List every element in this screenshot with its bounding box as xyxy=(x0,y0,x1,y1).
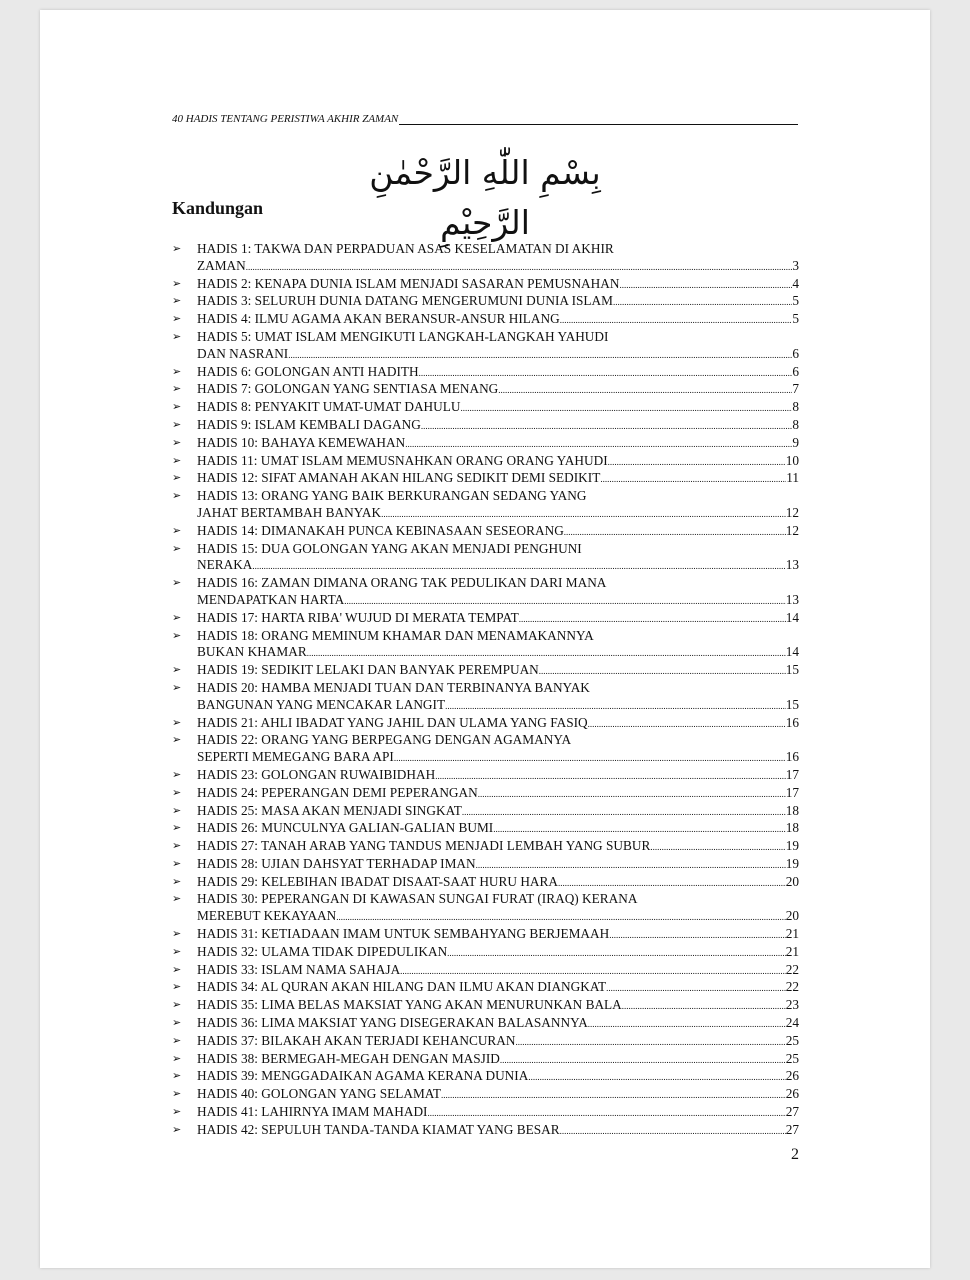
toc-entry-title: HADIS 41: LAHIRNYA IMAM MAHADI xyxy=(197,1104,428,1120)
dot-leader xyxy=(606,980,786,997)
toc-entry-line xyxy=(197,364,799,382)
dot-leader xyxy=(500,1052,786,1069)
toc-entry-title: HADIS 39: MENGGADAIKAN AGAMA KERANA DUNIA xyxy=(197,1068,529,1084)
toc-entry[interactable] xyxy=(172,610,799,628)
toc-entry-page: 6 xyxy=(792,345,799,361)
toc-entry-page: 18 xyxy=(785,820,799,836)
arrowhead-bullet-icon: ➢ xyxy=(172,382,182,396)
dot-leader xyxy=(445,698,786,715)
toc-entry-title: HADIS 7: GOLONGAN YANG SENTIASA MENANG xyxy=(197,381,499,397)
dot-leader xyxy=(461,400,793,417)
toc-entry-line xyxy=(197,838,799,856)
toc-entry-line xyxy=(197,662,799,680)
toc-entry-title: HADIS 40: GOLONGAN YANG SELAMAT xyxy=(197,1086,442,1102)
toc-entry[interactable] xyxy=(172,488,799,523)
toc-entry-line xyxy=(197,241,799,258)
dot-leader xyxy=(619,277,792,294)
dot-leader xyxy=(539,663,786,680)
toc-entry-title: BANGUNAN YANG MENCAKAR LANGIT xyxy=(197,696,446,712)
toc-entry-page: 21 xyxy=(785,943,799,959)
arrowhead-bullet-icon: ➢ xyxy=(172,1122,182,1136)
arrowhead-bullet-icon: ➢ xyxy=(172,1016,182,1030)
toc-entry-title: HADIS 26: MUNCULNYA GALIAN-GALIAN BUMI xyxy=(197,820,494,836)
toc-entry-title: HADIS 30: PEPERANGAN DI KAWASAN SUNGAI FURAT (IRAQ) KERANA xyxy=(197,891,638,907)
toc-entry-line xyxy=(197,680,799,697)
dot-leader xyxy=(476,857,786,874)
toc-entry-page: 22 xyxy=(785,961,799,977)
toc-entry-line xyxy=(197,962,799,980)
dot-leader xyxy=(344,593,785,610)
toc-entry-page: 27 xyxy=(785,1121,799,1137)
dot-leader xyxy=(560,312,793,329)
arrowhead-bullet-icon: ➢ xyxy=(172,927,182,941)
toc-entry-line xyxy=(197,470,799,488)
bismillah-calligraphy: بِسْمِ اللّٰهِ الرَّحْمٰنِ الرَّحِيْمِ xyxy=(369,153,601,242)
toc-entry-page: 19 xyxy=(785,855,799,871)
arrowhead-bullet-icon: ➢ xyxy=(172,541,182,555)
toc-entry[interactable] xyxy=(172,1015,799,1033)
arrowhead-bullet-icon: ➢ xyxy=(172,892,182,906)
toc-entry-page: 20 xyxy=(785,908,799,924)
toc-entry-title: HADIS 31: KETIADAAN IMAM UNTUK SEMBAHYANG BERJEMAAH xyxy=(197,926,610,942)
toc-entry[interactable] xyxy=(172,979,799,997)
toc-entry-line xyxy=(197,697,799,715)
toc-entry-title: HADIS 8: PENYAKIT UMAT-UMAT DAHULU xyxy=(197,399,461,415)
toc-entry-line xyxy=(197,1068,799,1086)
toc-entry-page: 14 xyxy=(785,644,799,660)
toc-entry-title: NERAKA xyxy=(197,557,253,573)
toc-entry[interactable] xyxy=(172,803,799,821)
arrowhead-bullet-icon: ➢ xyxy=(172,489,182,503)
dot-leader xyxy=(622,998,786,1015)
toc-entry-page: 8 xyxy=(792,399,799,415)
toc-entry-line xyxy=(197,1104,799,1122)
dot-leader xyxy=(478,786,786,803)
toc-entry-title: HADIS 27: TANAH ARAB YANG TANDUS MENJADI LEMBAH YANG SUBUR xyxy=(197,838,651,854)
arrowhead-bullet-icon: ➢ xyxy=(172,1069,182,1083)
dot-leader xyxy=(600,471,786,488)
toc-entry-page: 7 xyxy=(792,381,799,397)
arrowhead-bullet-icon: ➢ xyxy=(172,1087,182,1101)
arrowhead-bullet-icon: ➢ xyxy=(172,856,182,870)
toc-entry-page: 12 xyxy=(785,522,799,538)
toc-entry-page: 15 xyxy=(785,662,799,678)
arrowhead-bullet-icon: ➢ xyxy=(172,294,182,308)
toc-entry-line xyxy=(197,329,799,346)
toc-entry[interactable] xyxy=(172,838,799,856)
page-number: 2 xyxy=(791,1146,799,1163)
toc-entry-line xyxy=(197,488,799,505)
toc-entry[interactable] xyxy=(172,820,799,838)
arrowhead-bullet-icon: ➢ xyxy=(172,680,182,694)
toc-entry-title: HADIS 2: KENAPA DUNIA ISLAM MENJADI SASARAN PEMUSNAHAN xyxy=(197,275,620,291)
toc-entry-title: HADIS 35: LIMA BELAS MAKSIAT YANG AKAN MENURUNKAN BALA xyxy=(197,997,622,1013)
toc-entry[interactable] xyxy=(172,575,799,610)
toc-entry-page: 17 xyxy=(785,784,799,800)
toc-entry[interactable] xyxy=(172,874,799,892)
toc-entry-line xyxy=(197,644,799,662)
dot-leader xyxy=(427,1105,785,1122)
toc-entry-page: 12 xyxy=(785,504,799,520)
toc-entry-title: HADIS 29: KELEBIHAN IBADAT DISAAT-SAAT HURU HARA xyxy=(197,873,559,889)
arrowhead-bullet-icon: ➢ xyxy=(172,874,182,888)
toc-entry-page: 10 xyxy=(785,452,799,468)
toc-entry[interactable] xyxy=(172,997,799,1015)
dot-leader xyxy=(405,436,792,453)
dot-leader xyxy=(307,645,786,662)
toc-entry-line xyxy=(197,749,799,767)
arrowhead-bullet-icon: ➢ xyxy=(172,767,182,781)
toc-entry[interactable] xyxy=(172,1104,799,1122)
dot-leader xyxy=(613,294,792,311)
toc-entry[interactable] xyxy=(172,856,799,874)
toc-entry[interactable] xyxy=(172,680,799,715)
toc-entry[interactable] xyxy=(172,541,799,576)
running-title: 40 HADIS TENTANG PERISTIWA AKHIR ZAMAN xyxy=(172,113,399,125)
toc-entry-line xyxy=(197,891,799,908)
dot-leader xyxy=(421,418,793,435)
toc-entry[interactable] xyxy=(172,628,799,663)
toc-entry-title: HADIS 15: DUA GOLONGAN YANG AKAN MENJADI PENGHUNI xyxy=(197,540,582,556)
toc-entry-title: ZAMAN xyxy=(197,257,246,273)
toc-entry-page: 8 xyxy=(792,416,799,432)
toc-entry-title: HADIS 5: UMAT ISLAM MENGIKUTI LANGKAH-LANGKAH YAHUDI xyxy=(197,328,609,344)
toc-entry-title: HADIS 20: HAMBA MENJADI TUAN DAN TERBINANYA BANYAK xyxy=(197,679,590,695)
toc-entry-title: HADIS 28: UJIAN DAHSYAT TERHADAP IMAN xyxy=(197,855,476,871)
dot-leader xyxy=(609,927,786,944)
toc-entry[interactable] xyxy=(172,926,799,944)
toc-entry-line xyxy=(197,820,799,838)
toc-entry[interactable] xyxy=(172,311,799,329)
toc-entry-title: HADIS 13: ORANG YANG BAIK BERKURANGAN SEDANG YANG xyxy=(197,488,587,504)
toc-entry-page: 20 xyxy=(785,873,799,889)
toc-entry-page: 9 xyxy=(792,434,799,450)
running-header xyxy=(172,113,798,126)
dot-leader xyxy=(435,768,785,785)
toc-entry-title: HADIS 42: SEPULUH TANDA-TANDA KIAMAT YANG BESAR xyxy=(197,1121,560,1137)
toc-entry-line xyxy=(197,258,799,276)
toc-entry-title: MENDAPATKAN HARTA xyxy=(197,591,345,607)
toc-entry-page: 22 xyxy=(785,979,799,995)
dot-leader xyxy=(400,963,786,980)
arrowhead-bullet-icon: ➢ xyxy=(172,1051,182,1065)
arrowhead-bullet-icon: ➢ xyxy=(172,610,182,624)
toc-entry-page: 5 xyxy=(792,311,799,327)
toc-entry[interactable] xyxy=(172,453,799,471)
toc-entry[interactable] xyxy=(172,381,799,399)
arrowhead-bullet-icon: ➢ xyxy=(172,523,182,537)
toc-entry[interactable] xyxy=(172,1086,799,1104)
toc-entry-page: 26 xyxy=(785,1068,799,1084)
dot-leader xyxy=(447,945,786,962)
arrowhead-bullet-icon: ➢ xyxy=(172,435,182,449)
toc-entry-title: HADIS 36: LIMA MAKSIAT YANG DISEGERAKAN BALASANNYA xyxy=(197,1015,588,1031)
toc-entry[interactable] xyxy=(172,732,799,767)
arrowhead-bullet-icon: ➢ xyxy=(172,417,182,431)
toc-entry[interactable] xyxy=(172,417,799,435)
toc-entry-line xyxy=(197,926,799,944)
toc-entry-line xyxy=(197,435,799,453)
toc-entry-line xyxy=(197,1033,799,1051)
toc-entry[interactable] xyxy=(172,962,799,980)
toc-entry[interactable] xyxy=(172,715,799,733)
toc-entry-line xyxy=(197,1122,799,1140)
dot-leader xyxy=(441,1087,786,1104)
arrowhead-bullet-icon: ➢ xyxy=(172,1105,182,1119)
dot-leader xyxy=(528,1069,785,1086)
toc-entry[interactable] xyxy=(172,329,799,364)
toc-entry-page: 19 xyxy=(785,838,799,854)
toc-entry-title: HADIS 22: ORANG YANG BERPEGANG DENGAN AGAMANYA xyxy=(197,732,572,748)
toc-entry-page: 4 xyxy=(792,275,799,291)
arrowhead-bullet-icon: ➢ xyxy=(172,471,182,485)
toc-entry-page: 5 xyxy=(792,293,799,309)
toc-entry-title: JAHAT BERTAMBAH BANYAK xyxy=(197,504,382,520)
document-page xyxy=(40,10,930,1268)
arrowhead-bullet-icon: ➢ xyxy=(172,839,182,853)
toc-entry-line xyxy=(197,785,799,803)
toc-entry[interactable] xyxy=(172,1033,799,1051)
toc-entry-line xyxy=(197,732,799,749)
toc-entry[interactable] xyxy=(172,241,799,276)
toc-entry[interactable] xyxy=(172,944,799,962)
toc-entry-line xyxy=(197,523,799,541)
toc-entry[interactable] xyxy=(172,662,799,680)
arrowhead-bullet-icon: ➢ xyxy=(172,821,182,835)
toc-entry-title: HADIS 33: ISLAM NAMA SAHAJA xyxy=(197,961,401,977)
toc-entry-title: HADIS 1: TAKWA DAN PERPADUAN ASAS KESELAMATAN DI AKHIR xyxy=(197,241,614,256)
toc-entry-title: HADIS 21: AHLI IBADAT YANG JAHIL DAN ULAMA YANG FASIQ xyxy=(197,714,588,730)
toc-entry-page: 25 xyxy=(785,1032,799,1048)
arrowhead-bullet-icon: ➢ xyxy=(172,329,182,343)
toc-entry-title: HADIS 12: SIFAT AMANAH AKAN HILANG SEDIKIT DEMI SEDIKIT xyxy=(197,470,601,486)
toc-entry-title: HADIS 19: SEDIKIT LELAKI DAN BANYAK PEREMPUAN xyxy=(197,662,539,678)
toc-entry-line xyxy=(197,803,799,821)
dot-leader xyxy=(288,347,792,364)
contents-heading: Kandungan xyxy=(172,198,264,218)
arrowhead-bullet-icon: ➢ xyxy=(172,242,182,255)
toc-entry-title: SEPERTI MEMEGANG BARA API xyxy=(197,749,394,765)
toc-entry-title: HADIS 11: UMAT ISLAM MEMUSNAHKAN ORANG ORANG YAHUDI xyxy=(197,452,608,468)
dot-leader xyxy=(462,804,786,821)
toc-entry-title: HADIS 6: GOLONGAN ANTI HADITH xyxy=(197,363,419,379)
toc-entry-page: 11 xyxy=(786,470,799,486)
dot-leader xyxy=(588,1016,786,1033)
arrowhead-bullet-icon: ➢ xyxy=(172,276,182,290)
arrowhead-bullet-icon: ➢ xyxy=(172,998,182,1012)
toc-entry-page: 26 xyxy=(785,1086,799,1102)
toc-entry-title: HADIS 18: ORANG MEMINUM KHAMAR DAN MENAMAKANNYA xyxy=(197,627,594,643)
arrowhead-bullet-icon: ➢ xyxy=(172,733,182,747)
toc-entry-line xyxy=(197,874,799,892)
toc-entry-line xyxy=(197,399,799,417)
dot-leader xyxy=(493,821,785,838)
toc-entry[interactable] xyxy=(172,523,799,541)
toc-entry-title: DAN NASRANI xyxy=(197,345,289,361)
toc-entry-line xyxy=(197,979,799,997)
toc-entry-page: 23 xyxy=(785,997,799,1013)
toc-entry-line xyxy=(197,944,799,962)
toc-entry-title: HADIS 9: ISLAM KEMBALI DAGANG xyxy=(197,416,421,432)
arrowhead-bullet-icon: ➢ xyxy=(172,980,182,994)
toc-entry-page: 27 xyxy=(785,1104,799,1120)
toc-entry[interactable] xyxy=(172,1068,799,1086)
toc-entry-title: HADIS 24: PEPERANGAN DEMI PEPERANGAN xyxy=(197,784,478,800)
dot-leader xyxy=(588,716,786,733)
arrowhead-bullet-icon: ➢ xyxy=(172,453,182,467)
toc-entry-page: 3 xyxy=(792,257,799,273)
toc-entry-line xyxy=(197,346,799,364)
toc-entry-page: 15 xyxy=(785,696,799,712)
toc-entry-line xyxy=(197,557,799,575)
toc-entry-line xyxy=(197,610,799,628)
dot-leader xyxy=(519,611,786,628)
arrowhead-bullet-icon: ➢ xyxy=(172,1033,182,1047)
dot-leader xyxy=(608,454,786,471)
arrowhead-bullet-icon: ➢ xyxy=(172,715,182,729)
toc-entry-page: 17 xyxy=(785,766,799,782)
toc-entry-line xyxy=(197,453,799,471)
toc-entry-title: HADIS 37: BILAKAH AKAN TERJADI KEHANCURAN xyxy=(197,1032,516,1048)
dot-leader xyxy=(564,524,786,541)
toc-entry-line xyxy=(197,908,799,926)
toc-entry[interactable] xyxy=(172,1051,799,1069)
toc-entry-title: HADIS 25: MASA AKAN MENJADI SINGKAT xyxy=(197,802,462,818)
arrowhead-bullet-icon: ➢ xyxy=(172,364,182,378)
toc-entry-line xyxy=(197,1051,799,1069)
toc-entry-page: 25 xyxy=(785,1050,799,1066)
toc-entry-line xyxy=(197,417,799,435)
toc-entry[interactable] xyxy=(172,399,799,417)
toc-entry-line xyxy=(197,628,799,645)
dot-leader xyxy=(650,839,785,856)
toc-entry-line xyxy=(197,1086,799,1104)
toc-entry-title: HADIS 32: ULAMA TIDAK DIPEDULIKAN xyxy=(197,943,448,959)
toc-entry-title: HADIS 16: ZAMAN DIMANA ORANG TAK PEDULIKAN DARI MANA xyxy=(197,575,607,591)
toc-entry-line xyxy=(197,311,799,329)
toc-entry-line xyxy=(197,505,799,523)
toc-entry-page: 18 xyxy=(785,802,799,818)
toc-entry-line xyxy=(197,541,799,558)
dot-leader xyxy=(558,875,786,892)
toc-entry[interactable] xyxy=(172,435,799,453)
toc-entry[interactable] xyxy=(172,891,799,926)
dot-leader xyxy=(381,506,786,523)
dot-leader xyxy=(336,909,785,926)
arrowhead-bullet-icon: ➢ xyxy=(172,962,182,976)
toc-entry-page: 13 xyxy=(785,557,799,573)
toc-entry[interactable] xyxy=(172,470,799,488)
arrowhead-bullet-icon: ➢ xyxy=(172,400,182,414)
toc-entry-line xyxy=(197,276,799,294)
arrowhead-bullet-icon: ➢ xyxy=(172,785,182,799)
arrowhead-bullet-icon: ➢ xyxy=(172,803,182,817)
toc-entry[interactable] xyxy=(172,767,799,785)
dot-leader xyxy=(560,1123,786,1140)
toc-entry-title: BUKAN KHAMAR xyxy=(197,644,307,660)
toc-entry-title: HADIS 38: BERMEGAH-MEGAH DENGAN MASJID xyxy=(197,1050,500,1066)
toc-entry-line xyxy=(197,592,799,610)
toc-entry-line xyxy=(197,715,799,733)
toc-entry-line xyxy=(197,381,799,399)
toc-entry-title: HADIS 10: BAHAYA KEMEWAHAN xyxy=(197,434,406,450)
dot-leader xyxy=(516,1034,786,1051)
arrowhead-bullet-icon: ➢ xyxy=(172,576,182,590)
dot-leader xyxy=(419,365,793,382)
toc-entry-title: HADIS 23: GOLONGAN RUWAIBIDHAH xyxy=(197,766,436,782)
toc-entry-line xyxy=(197,767,799,785)
toc-entry-page: 16 xyxy=(785,714,799,730)
toc-entry[interactable] xyxy=(172,1122,799,1140)
toc-entry-line xyxy=(197,1015,799,1033)
toc-entry-line xyxy=(197,856,799,874)
arrowhead-bullet-icon: ➢ xyxy=(172,663,182,677)
toc-entry-title: HADIS 34: AL QURAN AKAN HILANG DAN ILMU AKAN DIANGKAT xyxy=(197,979,607,995)
toc-entry-line xyxy=(197,575,799,592)
toc-entry[interactable] xyxy=(172,364,799,382)
arrowhead-bullet-icon: ➢ xyxy=(172,628,182,642)
arrowhead-bullet-icon: ➢ xyxy=(172,944,182,958)
toc-entry-page: 24 xyxy=(785,1015,799,1031)
toc-entry-page: 21 xyxy=(785,926,799,942)
dot-leader xyxy=(394,750,786,767)
toc-entry[interactable] xyxy=(172,276,799,294)
toc-entry-line xyxy=(197,293,799,311)
toc-entry-page: 6 xyxy=(792,363,799,379)
dot-leader xyxy=(246,259,793,276)
header-rule xyxy=(399,124,798,125)
toc-entry[interactable] xyxy=(172,293,799,311)
toc-entry-title: HADIS 4: ILMU AGAMA AKAN BERANSUR-ANSUR HILANG xyxy=(197,311,560,327)
toc-entry-page: 16 xyxy=(785,749,799,765)
dot-leader xyxy=(252,558,785,575)
toc-entry-line xyxy=(197,997,799,1015)
table-of-contents xyxy=(172,241,799,1140)
toc-entry[interactable] xyxy=(172,785,799,803)
toc-entry-title: HADIS 17: HARTA RIBA' WUJUD DI MERATA TEMPAT xyxy=(197,609,519,625)
toc-entry-title: HADIS 14: DIMANAKAH PUNCA KEBINASAAN SESEORANG xyxy=(197,522,564,538)
toc-entry-page: 14 xyxy=(785,609,799,625)
dot-leader xyxy=(498,382,792,399)
toc-entry-title: HADIS 3: SELURUH DUNIA DATANG MENGERUMUNI DUNIA ISLAM xyxy=(197,293,613,309)
arrowhead-bullet-icon: ➢ xyxy=(172,312,182,326)
toc-entry-page: 13 xyxy=(785,591,799,607)
toc-entry-title: MEREBUT KEKAYAAN xyxy=(197,908,337,924)
